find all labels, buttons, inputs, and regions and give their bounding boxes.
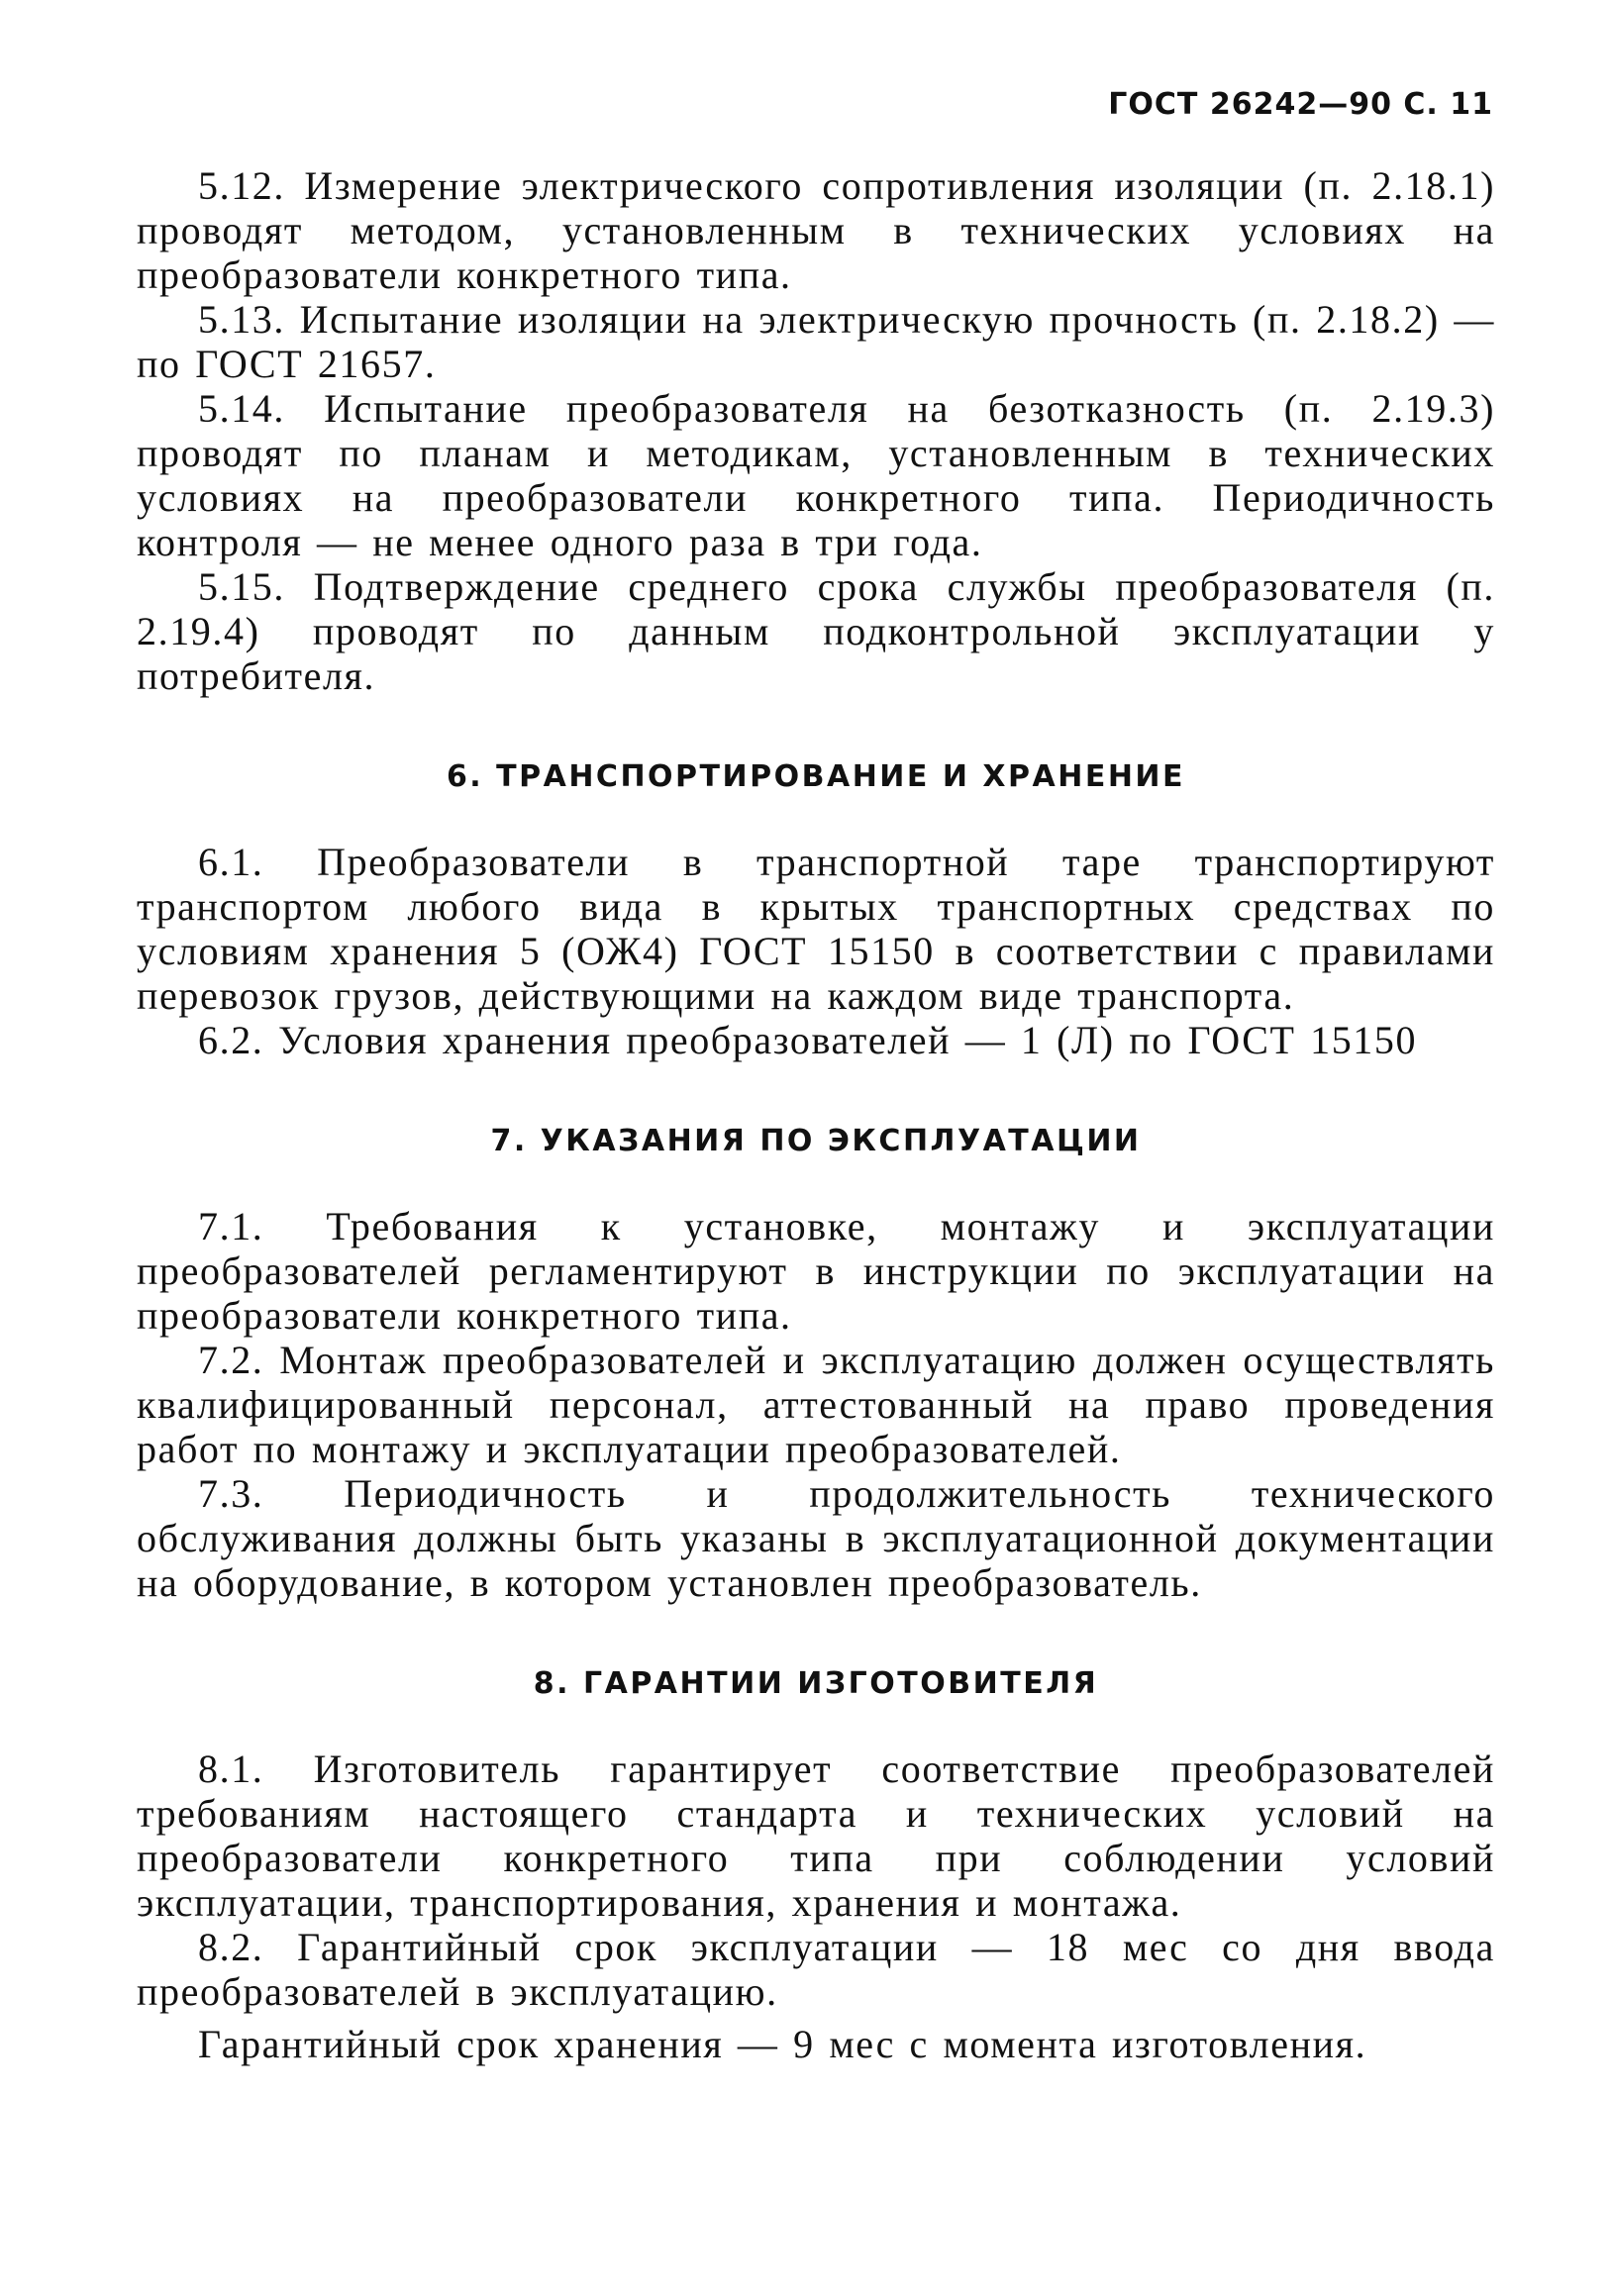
section-7 — [137, 1124, 1495, 1605]
section-5 — [137, 163, 1495, 698]
paragraph-5-15: 5.15. Подтверждение среднего срока службы преобразователя (п. 2.19.4) проводят по данным подконтрольной эксплуатации у потребителя. — [137, 564, 1495, 698]
paragraph-5-13: 5.13. Испытание изоляции на электрическую прочность (п. 2.18.2) — по ГОСТ 21657. — [137, 297, 1495, 386]
section-title: 6. ТРАНСПОРТИРОВАНИЕ И ХРАНЕНИЕ — [446, 759, 1186, 794]
paragraph-5-12: 5.12. Измерение электрического сопротивления изоляции (п. 2.18.1) проводят методом, установленным в технических условиях на преобразователи конкретного типа. — [137, 163, 1495, 297]
paragraph-8-2-storage: Гарантийный срок хранения — 9 мес с момента изготовления. — [198, 2022, 1367, 2066]
paragraph-6-2: 6.2. Условия хранения преобразователей — 1 (Л) по ГОСТ 15150 — [198, 1018, 1418, 1062]
page-header: ГОСТ 26242—90 С. 11 — [1108, 87, 1493, 122]
paragraph-8-1: 8.1. Изготовитель гарантирует соответствие преобразователей требованиям настоящего стандарта и технических условий на преобразователи конкретного типа при соблюдении условий эксплуатации, транспортирования, хранения и монтажа. — [137, 1747, 1495, 1925]
paragraph-7-3: 7.3. Периодичность и продолжительность технического обслуживания должны быть указаны в эксплуатационной документации на оборудование, в котором установлен преобразователь. — [137, 1471, 1495, 1605]
section-title: 8. ГАРАНТИИ ИЗГОТОВИТЕЛЯ — [533, 1666, 1099, 1701]
section-6 — [137, 759, 1495, 1062]
paragraph-7-1: 7.1. Требования к установке, монтажу и эксплуатации преобразователей регламентируют в инструкции по эксплуатации на преобразователи конкретного типа. — [137, 1204, 1495, 1338]
paragraph-7-2: 7.2. Монтаж преобразователей и эксплуатацию должен осуществлять квалифицированный персонал, аттестованный на право проведения работ по монтажу и эксплуатации преобразователей. — [137, 1338, 1495, 1471]
paragraph-6-1: 6.1. Преобразователи в транспортной таре транспортируют транспортом любого вида в крытых транспортных средствах по условиям хранения 5 (ОЖ4) ГОСТ 15150 в соответствии с правилами перевозок грузов, действующими на каждом виде транспорта. — [137, 840, 1495, 1018]
section-title: 7. УКАЗАНИЯ ПО ЭКСПЛУАТАЦИИ — [490, 1124, 1142, 1158]
paragraph-8-2: 8.2. Гарантийный срок эксплуатации — 18 мес со дня ввода преобразователей в эксплуатацию. — [137, 1925, 1495, 2014]
section-8 — [137, 1666, 1495, 2066]
paragraph-5-14: 5.14. Испытание преобразователя на безотказность (п. 2.19.3) проводят по планам и методикам, установленным в технических условиях на преобразователи конкретного типа. Периодичность контроля — не менее одного раза в три года. — [137, 386, 1495, 564]
